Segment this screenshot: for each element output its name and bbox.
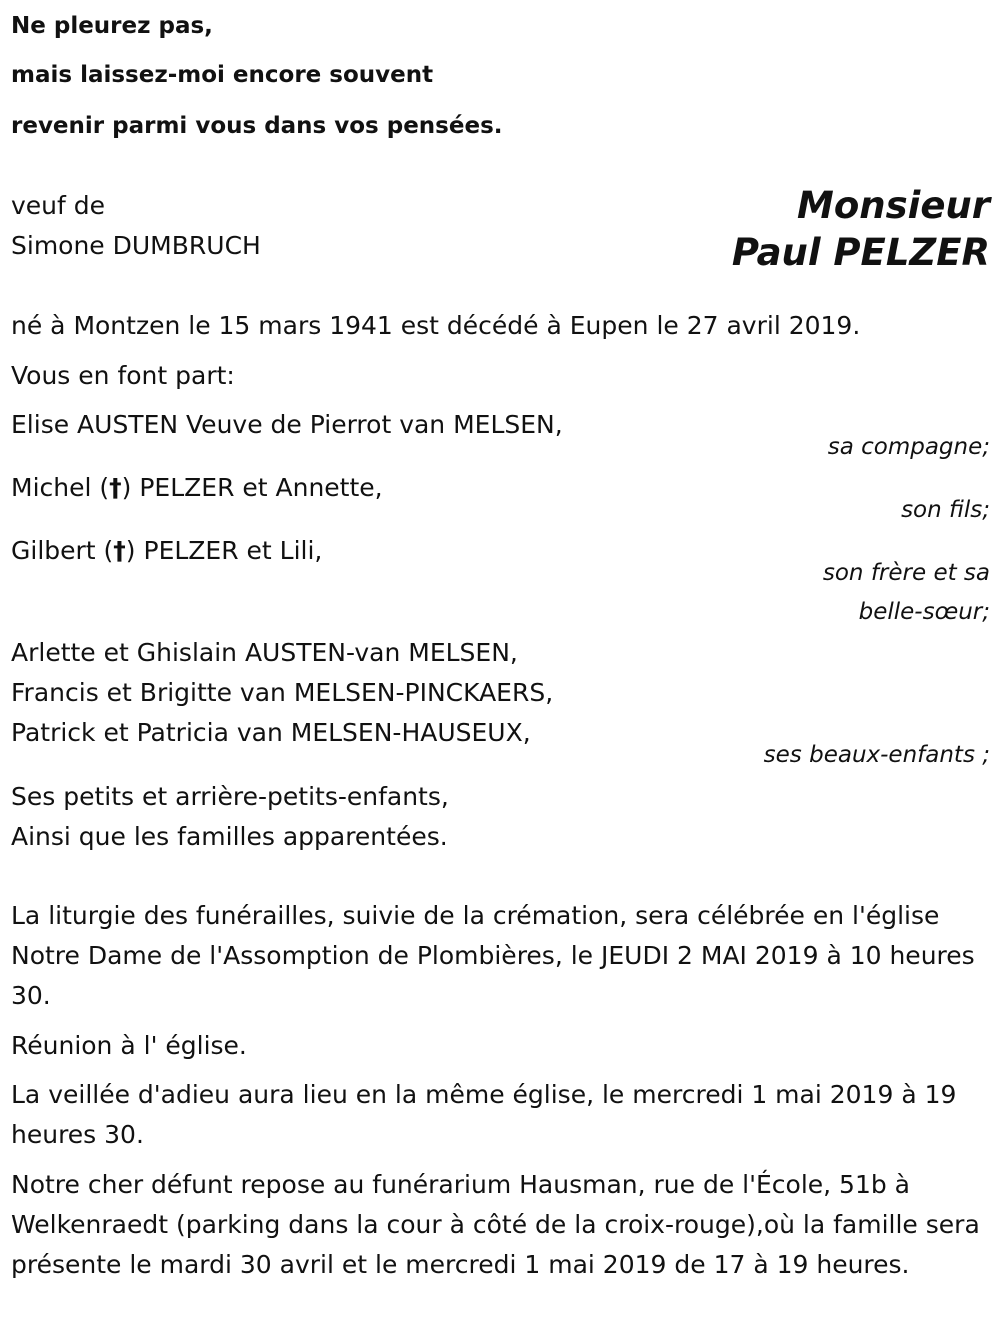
quote-line-3: revenir parmi vous dans vos pensées. [11, 113, 503, 139]
quote-line-2: mais laissez-moi encore souvent [11, 62, 434, 88]
family-relation-3b: belle-sœur; [858, 599, 990, 625]
stepchild-2: Francis et Brigitte van MELSEN-PINCKAERS, [11, 678, 554, 707]
quote-line-1: Ne pleurez pas, [11, 13, 213, 39]
family-relation-2: son fils; [901, 497, 990, 523]
family-member-3: Gilbert (†) PELZER et Lili, [11, 536, 323, 565]
stepchild-1: Arlette et Ghislain AUSTEN-van MELSEN, [11, 638, 518, 667]
family-relation-1: sa compagne; [827, 434, 990, 460]
stepchildren-relation: ses beaux-enfants ; [763, 742, 990, 768]
deceased-name: Paul PELZER [731, 231, 990, 274]
deceased-title: Monsieur [797, 184, 990, 227]
cross-icon: † [113, 536, 126, 565]
widow-line-2: Simone DUMBRUCH [11, 231, 261, 260]
cross-icon: † [109, 473, 122, 502]
others-line-2: Ainsi que les familles apparentées. [11, 822, 448, 851]
widow-line-1: veuf de [11, 191, 106, 220]
stepchild-3: Patrick et Patricia van MELSEN-HAUSEUX, [11, 718, 531, 747]
family-member-2: Michel (†) PELZER et Annette, [11, 473, 383, 502]
birth-death-line: né à Montzen le 15 mars 1941 est décédé à Eupen le 27 avril 2019. [11, 311, 861, 340]
others-line-1: Ses petits et arrière-petits-enfants, [11, 782, 449, 811]
family-member-1: Elise AUSTEN Veuve de Pierrot van MELSEN, [11, 410, 563, 439]
meeting-paragraph: Réunion à l' église. [11, 1031, 247, 1060]
rest-paragraph: Notre cher défunt repose au funérarium Hausman, rue de l'École, 51b à Welkenraedt (parking dans la cour à côté de la croix-rouge),où la famille sera présente le mardi 30 avril et le mercredi 1 mai 2019 de 17 à 19 heures. [11, 1170, 980, 1279]
announce-line: Vous en font part: [11, 361, 235, 390]
funeral-paragraph: La liturgie des funérailles, suivie de la crémation, sera célébrée en l'église Notre Dame de l'Assomption de Plombières, le JEUDI 2 MAI 2019 à 10 heures 30. [11, 901, 975, 1010]
vigil-paragraph: La veillée d'adieu aura lieu en la même église, le mercredi 1 mai 2019 à 19 heures 30. [11, 1080, 957, 1149]
family-relation-3a: son frère et sa [822, 560, 990, 586]
